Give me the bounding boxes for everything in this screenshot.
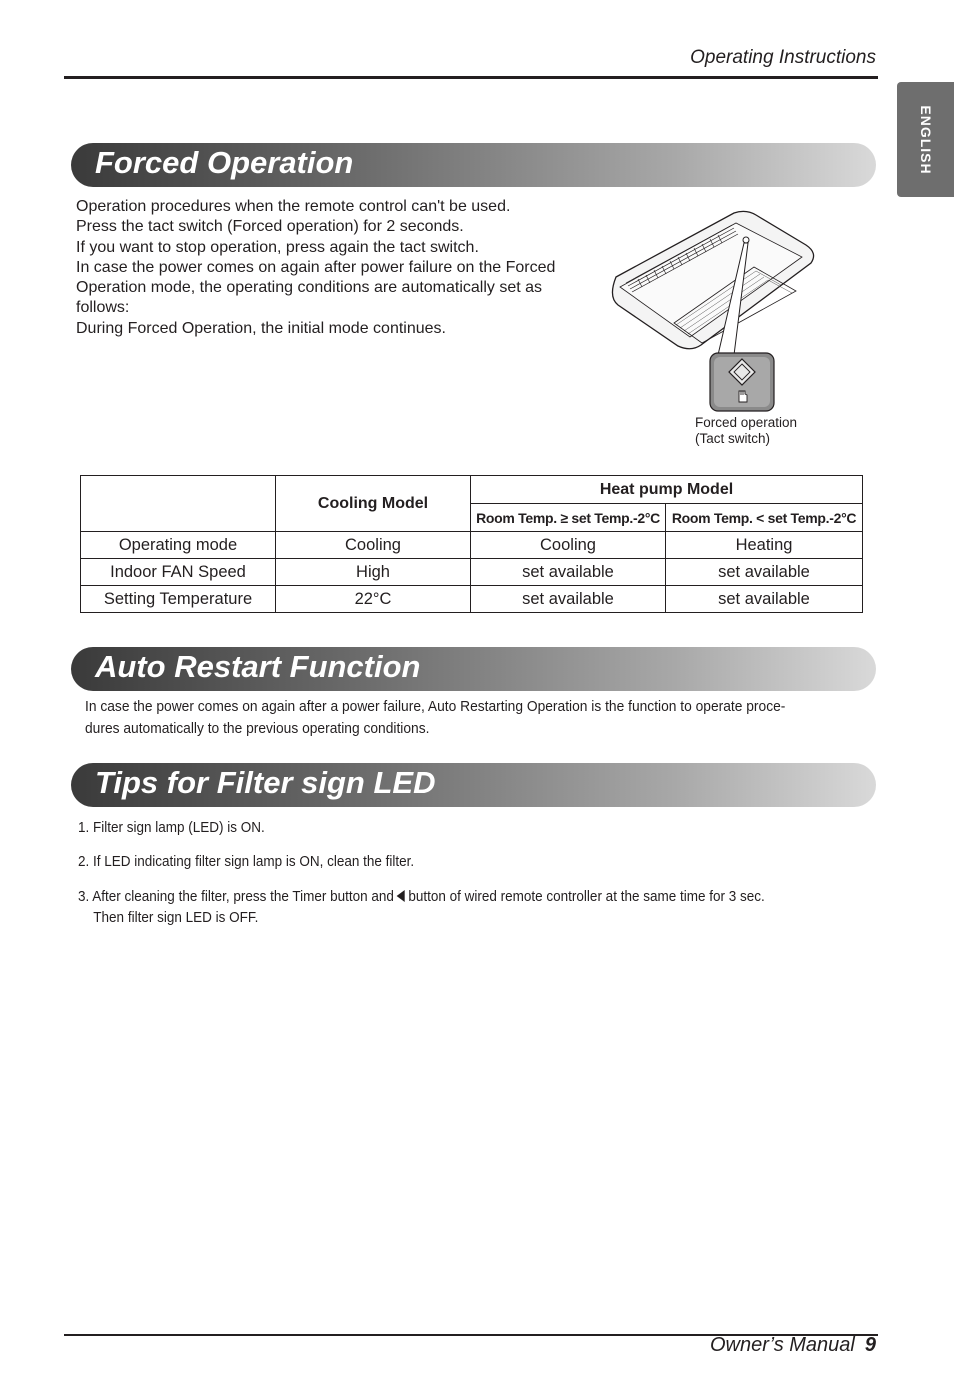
paragraph-line: During Forced Operation, the initial mode continues.: [76, 319, 446, 337]
table-cell-hp-lt: set available: [666, 559, 863, 586]
page-number: 9: [864, 1334, 876, 1356]
footer: [710, 1334, 876, 1357]
paragraph-line: If you want to stop operation, press again the tact switch.: [76, 238, 479, 256]
paragraph-line: Operation procedures when the remote control can't be used.: [76, 198, 511, 215]
language-tab: [897, 82, 954, 197]
filter-list-item-3: [78, 886, 765, 928]
section-title: Auto Restart Function: [95, 649, 421, 684]
table-header-empty: [81, 476, 276, 532]
section-header-forced-operation: [71, 143, 876, 187]
paragraph-line: dures automatically to the previous operating conditions.: [85, 720, 430, 737]
caption-line: Forced operation: [695, 415, 798, 430]
forced-operation-text: [76, 197, 576, 339]
section-title: Tips for Filter sign LED: [95, 765, 436, 800]
operating-conditions-table: [80, 475, 863, 613]
list-item-text: button of wired remote controller at the same time for 3 sec.: [408, 888, 765, 905]
paragraph-line: follows:: [76, 299, 130, 317]
list-item-text: 3. After cleaning the filter, press the Timer button and: [78, 888, 394, 905]
table-header-row: [81, 476, 863, 504]
section-header-auto-restart: [71, 647, 876, 691]
table-cell-label: Operating mode: [81, 532, 276, 559]
table-cell-cooling: 22°C: [276, 586, 471, 613]
left-arrow-icon: [397, 890, 405, 902]
table-cell-label: Indoor FAN Speed: [81, 559, 276, 586]
table-subheader-lt: Room Temp. < set Temp.-2°C: [666, 504, 863, 532]
table-cell-label: Setting Temperature: [81, 586, 276, 613]
table-header-cooling: Cooling Model: [276, 476, 471, 532]
table-cell-hp-lt: set available: [666, 586, 863, 613]
list-item: [78, 886, 765, 907]
language-tab-label: ENGLISH: [917, 104, 934, 175]
top-rule: [64, 76, 878, 79]
section-title: Forced Operation: [95, 145, 354, 180]
air-conditioner-illustration: [606, 205, 826, 415]
table-row: [81, 586, 863, 613]
table-row: [81, 532, 863, 559]
table-cell-hp-ge: Cooling: [471, 532, 666, 559]
paragraph-line: Press the tact switch (Forced operation) for 2 seconds.: [76, 218, 464, 236]
paragraph-line: In case the power comes on again after power failure on the Forced: [76, 258, 556, 276]
table-row: [81, 559, 863, 586]
table-cell-hp-ge: set available: [471, 586, 666, 613]
paragraph-line: In case the power comes on again after a power failure, Auto Restarting Operation is the function to operate proce-: [85, 698, 786, 715]
auto-restart-text: [85, 696, 867, 740]
footer-manual-title: Owner’s Manual: [709, 1334, 855, 1356]
paragraph-line: Operation mode, the operating conditions are automatically set as: [76, 279, 543, 297]
table-cell-hp-lt: Heating: [666, 532, 863, 559]
filter-list-item-1: [78, 817, 265, 838]
header-title: Operating Instructions: [690, 47, 876, 68]
caption-line: (Tact switch): [695, 430, 771, 446]
table-cell-cooling: Cooling: [276, 532, 471, 559]
table-cell-cooling: High: [276, 559, 471, 586]
table-cell-hp-ge: set available: [471, 559, 666, 586]
list-item-continuation: Then filter sign LED is OFF.: [93, 909, 259, 926]
list-item: 2. If LED indicating filter sign lamp is ON, clean the filter.: [78, 853, 415, 870]
section-header-filter-led: [71, 763, 876, 807]
list-item: 1. Filter sign lamp (LED) is ON.: [78, 819, 265, 836]
illustration-caption: [695, 415, 797, 446]
table-subheader-ge: Room Temp. ≥ set Temp.-2°C: [471, 504, 666, 532]
filter-list-item-2: [78, 851, 414, 872]
table-header-heatpump: Heat pump Model: [471, 476, 863, 504]
